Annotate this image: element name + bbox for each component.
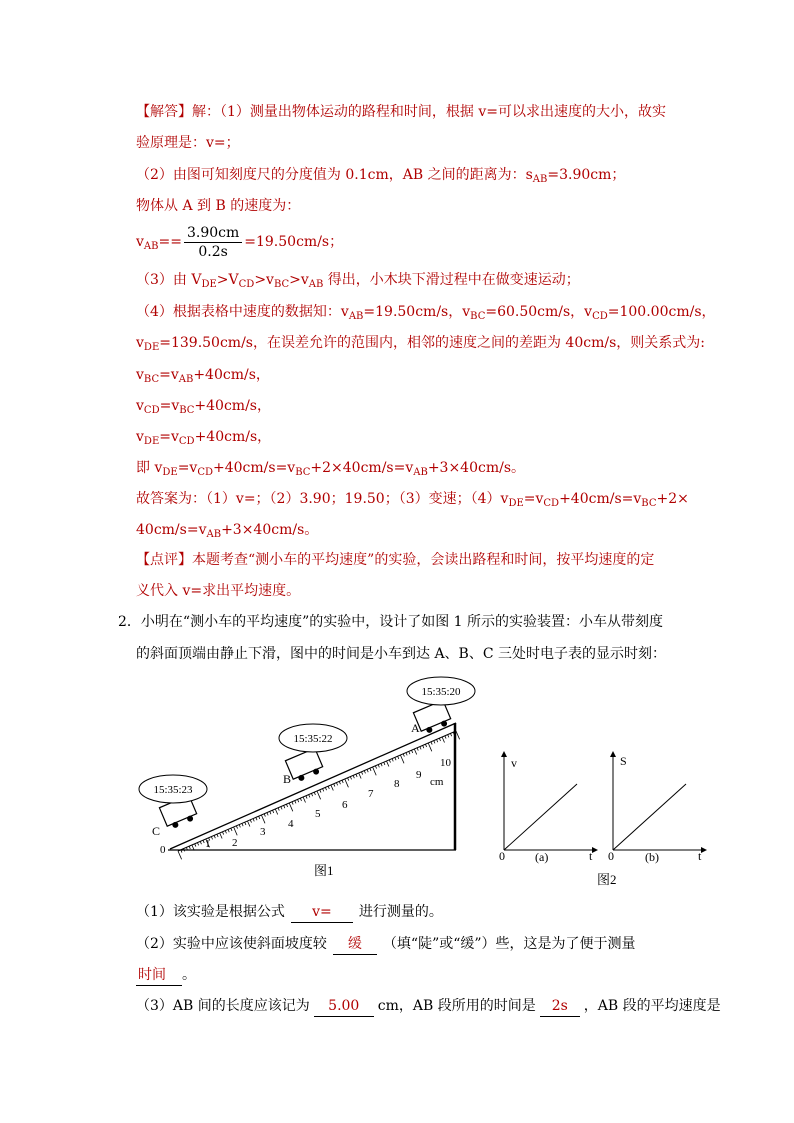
review-line-2 [136, 581, 300, 601]
ruler-tick [367, 769, 368, 772]
subscript: AB [413, 467, 428, 478]
answer-blank-3: 时间 [136, 965, 182, 986]
question-2-stem-2 [136, 644, 666, 664]
t: 40cm/s=v [136, 522, 207, 538]
ruler-tick [345, 779, 349, 787]
ruler-tick [437, 739, 438, 742]
ruler-tick [264, 814, 265, 817]
figure-1 [139, 677, 475, 878]
tick-label: 9 [416, 769, 422, 781]
subscript: AB [348, 311, 364, 322]
ruler-tick [309, 795, 310, 798]
t: +40cm/s， [194, 429, 272, 445]
ruler-tick [197, 843, 198, 846]
t: cm，AB 段所用的时间是 [377, 998, 536, 1014]
ruler-tick [275, 809, 277, 815]
t: +40cm/s=v [559, 491, 642, 507]
ruler-tick [284, 805, 285, 808]
ruler-tick [395, 757, 396, 760]
t: =139.50cm/s，在误差允许的范围内，相邻的速度之间的差距为 40cm/s，则关系式为: [159, 335, 705, 351]
ruler-tick [323, 789, 324, 792]
subscript: BC [641, 498, 657, 509]
t: +2×40cm/s=v [310, 460, 414, 476]
t: >v [289, 272, 309, 288]
solution-line-2 [136, 133, 240, 153]
t: >V [216, 272, 239, 288]
review-line-1 [136, 550, 654, 570]
solution-text: 物体从 A 到 B 的速度为： [136, 198, 301, 214]
ruler-tick [245, 822, 246, 825]
ruler-tick [242, 823, 243, 826]
ruler-tick [270, 811, 271, 814]
ruler-tick [286, 804, 287, 807]
ruler-tick [295, 801, 296, 804]
ruler-tick [273, 810, 274, 813]
result: =19.50cm/s； [244, 234, 344, 250]
ruler-tick [434, 741, 435, 744]
fraction [184, 224, 242, 261]
ruler-tick [314, 792, 315, 795]
subscript: AB [532, 174, 548, 185]
solution-line-9 [136, 365, 270, 385]
solution-text: 解：（1）测量出物体运动的路程和时间，根据 v=可以求出速度的大小，故实 [192, 104, 666, 120]
answer-blank-1: v= [291, 902, 353, 923]
ruler-tick [220, 833, 222, 839]
ruler-tick [409, 751, 410, 754]
figures [0, 675, 794, 905]
answer-line-3 [136, 965, 196, 986]
ruler-tick [331, 785, 333, 791]
solution-line-12 [136, 458, 525, 478]
subscript: AB [206, 529, 222, 540]
ruler-tick [222, 832, 223, 835]
t: +40cm/s， [193, 367, 270, 383]
ruler-tick [342, 780, 343, 783]
ruler-tick [364, 771, 365, 774]
timer-c-text: 15:35:23 [153, 784, 193, 796]
label-c: C [152, 824, 161, 838]
subscript: CD [197, 467, 213, 478]
subscript: BC [295, 467, 311, 478]
solution-line-8 [136, 333, 705, 353]
tick-label: 5 [315, 808, 321, 820]
solution-line-10 [136, 396, 271, 416]
ruler-tick [253, 819, 254, 822]
t: （3）由 V [136, 272, 202, 288]
fraction-denominator: 0.2s [198, 243, 228, 260]
ruler-tick [442, 737, 444, 743]
t: +2× [656, 491, 689, 507]
tick-label: 2 [232, 837, 238, 849]
t: v [136, 335, 144, 351]
zero-label: 0 [160, 844, 166, 856]
subscript: BC [470, 311, 486, 322]
review-text: 本题考查“测小车的平均速度”的实验，会读出路程和时间，按平均速度的定 [192, 552, 655, 568]
ruler-tick [328, 786, 329, 789]
subscript: BC [273, 279, 290, 290]
ruler-tick [317, 791, 321, 799]
ruler-tick [353, 775, 354, 778]
t: =100.00cm/s， [607, 304, 716, 320]
solution-text: （2）由图可知刻度尺的分度值为 0.1cm，AB 之间的距离为：s [136, 167, 533, 183]
unit-label: cm [430, 776, 444, 788]
figure-2-caption: 图2 [597, 872, 617, 887]
ruler-tick [261, 815, 265, 823]
solution-line-11 [136, 427, 271, 447]
ruler-tick [311, 793, 312, 796]
ruler-tick [361, 772, 362, 775]
t: v [136, 429, 144, 445]
ruler-tick [420, 747, 421, 750]
ruler-tick [278, 808, 279, 811]
subscript: CD [143, 405, 160, 416]
t: +40cm/s， [194, 398, 271, 414]
ruler-tick [387, 761, 389, 767]
t: +3×40cm/s。 [221, 522, 319, 538]
ruler-tick [398, 756, 399, 759]
ruler-tick [412, 750, 413, 753]
ruler-tick [445, 736, 446, 739]
ruler-tick [292, 802, 293, 805]
ruler-tick [384, 762, 385, 765]
ruler-tick [189, 846, 190, 849]
solution-tag: 【解答】 [136, 104, 192, 120]
ruler-tick [334, 784, 335, 787]
answer-line-2 [136, 934, 636, 955]
ruler-tick [300, 798, 301, 801]
solution-text: 验原理是：v=； [136, 135, 240, 151]
t: 得出，小木块下滑过程中在做变速运动； [323, 272, 580, 288]
t: （2）实验中应该使斜面坡度较 [136, 936, 327, 952]
ruler-tick [267, 813, 268, 816]
solution-line-5-formula [136, 222, 343, 262]
t: （填“陡”或“缓”）些，这是为了便于测量 [382, 936, 636, 952]
t: =19.50cm/s，v [363, 304, 471, 320]
ruler-tick [211, 837, 212, 840]
figure-2b [608, 751, 707, 864]
figure-2a [499, 751, 598, 864]
ruler-tick [225, 831, 226, 834]
ruler-tick [248, 821, 250, 827]
ruler-tick [234, 827, 238, 835]
ruler-tick [214, 835, 215, 838]
subscript: BC [143, 374, 160, 385]
ruler-tick [428, 743, 432, 751]
graph-a-xlabel: t [589, 849, 593, 863]
ruler-tick [178, 851, 182, 859]
ruler-tick [250, 820, 251, 823]
subscript: DE [508, 498, 524, 509]
ruler-tick [259, 816, 260, 819]
solution-line-14 [136, 520, 318, 540]
tick-label: 1 [205, 838, 211, 850]
graph-a-origin: 0 [499, 849, 505, 863]
tick-label: 3 [260, 826, 266, 838]
ruler-tick [392, 759, 393, 762]
ruler-tick [431, 742, 432, 745]
review-tag: 【点评】 [136, 552, 192, 568]
ruler-tick [298, 799, 299, 802]
ruler-tick [359, 773, 361, 779]
equals-sign: == [158, 234, 182, 250]
v-symbol: v [136, 234, 144, 250]
subscript: DE [143, 342, 160, 353]
tick-label: 8 [394, 778, 400, 790]
tick-label: 10 [440, 757, 451, 769]
ruler-tick [256, 817, 257, 820]
solution-text: =3.90cm； [547, 167, 626, 183]
subscript: AB [308, 279, 324, 290]
ruler-tick [303, 797, 305, 803]
ruler-tick [414, 749, 416, 755]
ruler-tick [389, 760, 390, 763]
solution-line-13 [136, 489, 689, 509]
ruler-tick [425, 744, 426, 747]
t: 进行测量的。 [358, 904, 443, 920]
ruler-tick [375, 766, 376, 769]
ruler-tick [456, 731, 460, 739]
subscript: AB [143, 241, 159, 252]
graph-b-origin: 0 [608, 849, 614, 863]
question-2-stem-1 [118, 612, 663, 632]
fraction-numerator: 3.90cm [184, 224, 242, 243]
t: =60.50cm/s，v [485, 304, 593, 320]
graph-b-tag: (b) [645, 850, 659, 864]
t: （1）该实验是根据公式 [136, 904, 285, 920]
ruler-tick [356, 774, 357, 777]
subscript: CD [178, 436, 195, 447]
ruler-tick [370, 768, 371, 771]
t: 2．小明在“测小车的平均速度”的实验中，设计了如图 1 所示的实验装置：小车从带刻度 [118, 614, 664, 630]
ruler-tick [403, 754, 404, 757]
ruler-tick [448, 735, 449, 738]
subscript: BC [179, 405, 195, 416]
ruler-tick [239, 825, 240, 828]
tick-label: 4 [288, 818, 294, 830]
ruler-tick [350, 777, 351, 780]
graph-b-ylabel: S [620, 754, 627, 768]
solution-line-1 [136, 102, 666, 122]
tick-label: 6 [342, 799, 348, 811]
ruler-tick [200, 841, 201, 844]
answer-blank-2: 缓 [333, 934, 377, 955]
ruler-tick [339, 781, 340, 784]
solution-line-7 [136, 302, 716, 322]
label-b: B [283, 772, 292, 786]
t: =v [523, 491, 544, 507]
ruler-tick [336, 783, 337, 786]
ruler-tick [228, 829, 229, 832]
ruler-tick [306, 796, 307, 799]
t: =v [159, 398, 180, 414]
t: （4）根据表格中速度的数据知：v [136, 304, 349, 320]
subscript: CD [543, 498, 560, 509]
ruler-tick [289, 803, 293, 811]
t: =v [159, 367, 179, 383]
subscript: AB [178, 374, 194, 385]
ruler-tick [325, 787, 326, 790]
review-text: 义代入 v=求出平均速度。 [136, 583, 301, 599]
graph-b-xlabel: t [698, 849, 702, 863]
ruler-tick [348, 778, 349, 781]
ruler-tick [231, 828, 232, 831]
tick-label: 7 [368, 788, 374, 800]
t: （3）AB 间的长度应该记为 [136, 998, 310, 1014]
t: =v [177, 460, 198, 476]
subscript: DE [143, 436, 160, 447]
ruler-tick [236, 826, 237, 829]
solution-line-4 [136, 196, 300, 216]
subscript: CD [592, 311, 608, 322]
cart-b [285, 748, 324, 784]
ruler-tick [184, 849, 185, 852]
t: =v [159, 429, 179, 445]
t: 故答案为：（1）v=；（2）3.90；19.50；（3）变速；（4）v [136, 491, 509, 507]
t: 的斜面顶端由静止下滑，图中的时间是小车到达 A、B、C 三处时电子表的显示时刻： [136, 646, 667, 662]
subscript: DE [162, 467, 178, 478]
t: +40cm/s=v [213, 460, 296, 476]
ruler-tick [406, 753, 407, 756]
t: v [136, 367, 144, 383]
label-a: A [411, 721, 420, 735]
solution-line-6 [136, 270, 580, 290]
ruler-tick [417, 748, 418, 751]
answer-blank-4: 5.00 [314, 996, 374, 1017]
graph-a-tag: (a) [535, 850, 549, 864]
ruler-tick [378, 765, 379, 768]
solution-line-3 [136, 165, 625, 185]
ruler-tick [320, 790, 321, 793]
graph-a-ylabel: v [511, 756, 517, 770]
ruler-tick [373, 767, 377, 775]
t: v [136, 398, 144, 414]
answer-line-4 [136, 996, 721, 1017]
ruler-tick [195, 844, 196, 847]
timer-b-text: 15:35:22 [293, 733, 333, 745]
t: ，AB 段的平均速度是 [583, 998, 721, 1014]
ruler-tick [281, 807, 282, 810]
answer-line-1 [136, 902, 443, 923]
ruler-tick [450, 733, 451, 736]
t: +3×40cm/s。 [427, 460, 526, 476]
figure-1-caption: 图1 [314, 863, 334, 878]
timer-a-text: 15:35:20 [421, 686, 461, 698]
ruler-tick [423, 745, 424, 748]
subscript: CD [238, 279, 255, 290]
ruler-tick [439, 738, 440, 741]
t: 。 [182, 967, 196, 983]
subscript: DE [201, 279, 217, 290]
ruler-tick [217, 834, 218, 837]
ruler-tick [381, 763, 382, 766]
t: >v [254, 272, 274, 288]
t: 即 v [136, 460, 163, 476]
ruler-tick [400, 755, 404, 763]
answer-blank-5: 2s [540, 996, 580, 1017]
